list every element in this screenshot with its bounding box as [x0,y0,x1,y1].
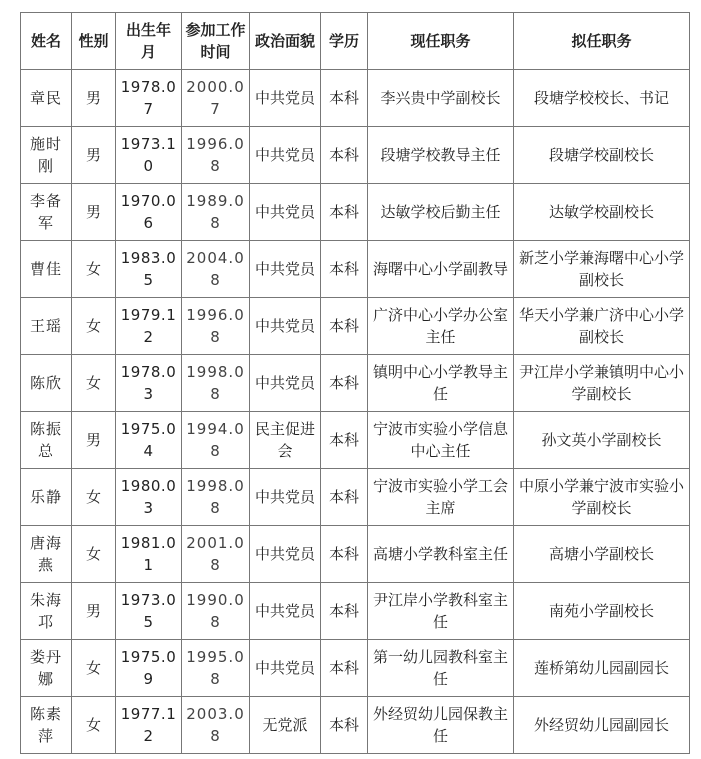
table-row [21,640,690,697]
cell-name: 朱海邛 [21,583,72,640]
cell-work: 1998.08 [182,355,250,412]
cell-party: 中共党员 [250,355,321,412]
cell-name: 娄丹娜 [21,640,72,697]
cell-proposed: 中原小学兼宁波市实验小学副校长 [514,469,690,526]
cell-education: 本科 [321,640,368,697]
cell-birth: 1981.01 [116,526,182,583]
table-row [21,526,690,583]
cell-current: 广济中心小学办公室主任 [368,298,514,355]
cell-party: 中共党员 [250,469,321,526]
cell-work: 1998.08 [182,469,250,526]
cell-proposed: 莲桥第幼儿园副园长 [514,640,690,697]
cell-gender: 男 [72,127,116,184]
cell-current: 宁波市实验小学工会主席 [368,469,514,526]
cell-name: 李备军 [21,184,72,241]
cell-birth: 1978.03 [116,355,182,412]
cell-proposed: 华天小学兼广济中心小学副校长 [514,298,690,355]
cell-current: 镇明中心小学教导主任 [368,355,514,412]
cell-name: 曹佳 [21,241,72,298]
table-row [21,70,690,127]
header-current-post: 现任职务 [368,13,514,70]
cell-party: 中共党员 [250,640,321,697]
cell-gender: 女 [72,469,116,526]
cell-gender: 女 [72,640,116,697]
cell-education: 本科 [321,412,368,469]
cell-gender: 男 [72,583,116,640]
cell-proposed: 南苑小学副校长 [514,583,690,640]
cell-birth: 1977.12 [116,697,182,754]
table-row [21,697,690,754]
cell-name: 陈振总 [21,412,72,469]
cell-party: 民主促进会 [250,412,321,469]
cell-education: 本科 [321,298,368,355]
cell-work: 2003.08 [182,697,250,754]
cell-party: 无党派 [250,697,321,754]
cell-party: 中共党员 [250,184,321,241]
cell-name: 章民 [21,70,72,127]
cell-education: 本科 [321,241,368,298]
cell-current: 尹江岸小学教科室主任 [368,583,514,640]
cell-birth: 1975.09 [116,640,182,697]
table-row [21,583,690,640]
cell-gender: 女 [72,298,116,355]
cell-current: 宁波市实验小学信息中心主任 [368,412,514,469]
cell-proposed: 外经贸幼儿园副园长 [514,697,690,754]
cell-current: 第一幼儿园教科室主任 [368,640,514,697]
header-work-start: 参加工作时间 [182,13,250,70]
cell-party: 中共党员 [250,241,321,298]
cell-proposed: 孙文英小学副校长 [514,412,690,469]
cell-work: 1996.08 [182,298,250,355]
cell-gender: 女 [72,355,116,412]
header-name: 姓名 [21,13,72,70]
personnel-table [20,12,690,754]
header-row [21,13,690,70]
cell-work: 1994.08 [182,412,250,469]
cell-birth: 1973.05 [116,583,182,640]
cell-proposed: 尹江岸小学兼镇明中心小学副校长 [514,355,690,412]
cell-gender: 女 [72,526,116,583]
cell-name: 陈素萍 [21,697,72,754]
cell-education: 本科 [321,583,368,640]
cell-proposed: 段塘学校副校长 [514,127,690,184]
table-row [21,241,690,298]
cell-education: 本科 [321,469,368,526]
cell-birth: 1983.05 [116,241,182,298]
cell-work: 1995.08 [182,640,250,697]
table-row [21,412,690,469]
table-row [21,469,690,526]
cell-party: 中共党员 [250,70,321,127]
cell-current: 达敏学校后勤主任 [368,184,514,241]
cell-birth: 1978.07 [116,70,182,127]
cell-party: 中共党员 [250,127,321,184]
cell-name: 唐海燕 [21,526,72,583]
header-education: 学历 [321,13,368,70]
table-row [21,298,690,355]
cell-birth: 1970.06 [116,184,182,241]
header-gender: 性别 [72,13,116,70]
table-row [21,184,690,241]
cell-education: 本科 [321,526,368,583]
cell-education: 本科 [321,697,368,754]
cell-gender: 女 [72,697,116,754]
header-party: 政治面貌 [250,13,321,70]
table-row [21,127,690,184]
header-proposed-post: 拟任职务 [514,13,690,70]
cell-education: 本科 [321,127,368,184]
cell-birth: 1979.12 [116,298,182,355]
cell-work: 2004.08 [182,241,250,298]
cell-gender: 男 [72,184,116,241]
cell-birth: 1973.10 [116,127,182,184]
cell-birth: 1980.03 [116,469,182,526]
cell-work: 1996.08 [182,127,250,184]
cell-gender: 男 [72,70,116,127]
cell-proposed: 达敏学校副校长 [514,184,690,241]
table-row [21,355,690,412]
cell-work: 1990.08 [182,583,250,640]
cell-party: 中共党员 [250,298,321,355]
cell-name: 王瑶 [21,298,72,355]
cell-gender: 男 [72,412,116,469]
cell-current: 高塘小学教科室主任 [368,526,514,583]
cell-work: 2001.08 [182,526,250,583]
cell-name: 乐静 [21,469,72,526]
cell-name: 陈欣 [21,355,72,412]
cell-education: 本科 [321,355,368,412]
header-birth: 出生年月 [116,13,182,70]
cell-current: 李兴贵中学副校长 [368,70,514,127]
cell-party: 中共党员 [250,526,321,583]
cell-proposed: 新芝小学兼海曙中心小学副校长 [514,241,690,298]
cell-current: 外经贸幼儿园保教主任 [368,697,514,754]
cell-current: 海曙中心小学副教导 [368,241,514,298]
cell-proposed: 段塘学校校长、书记 [514,70,690,127]
cell-party: 中共党员 [250,583,321,640]
cell-work: 2000.07 [182,70,250,127]
cell-current: 段塘学校教导主任 [368,127,514,184]
cell-gender: 女 [72,241,116,298]
cell-birth: 1975.04 [116,412,182,469]
cell-name: 施时刚 [21,127,72,184]
cell-education: 本科 [321,184,368,241]
cell-education: 本科 [321,70,368,127]
cell-work: 1989.08 [182,184,250,241]
cell-proposed: 高塘小学副校长 [514,526,690,583]
